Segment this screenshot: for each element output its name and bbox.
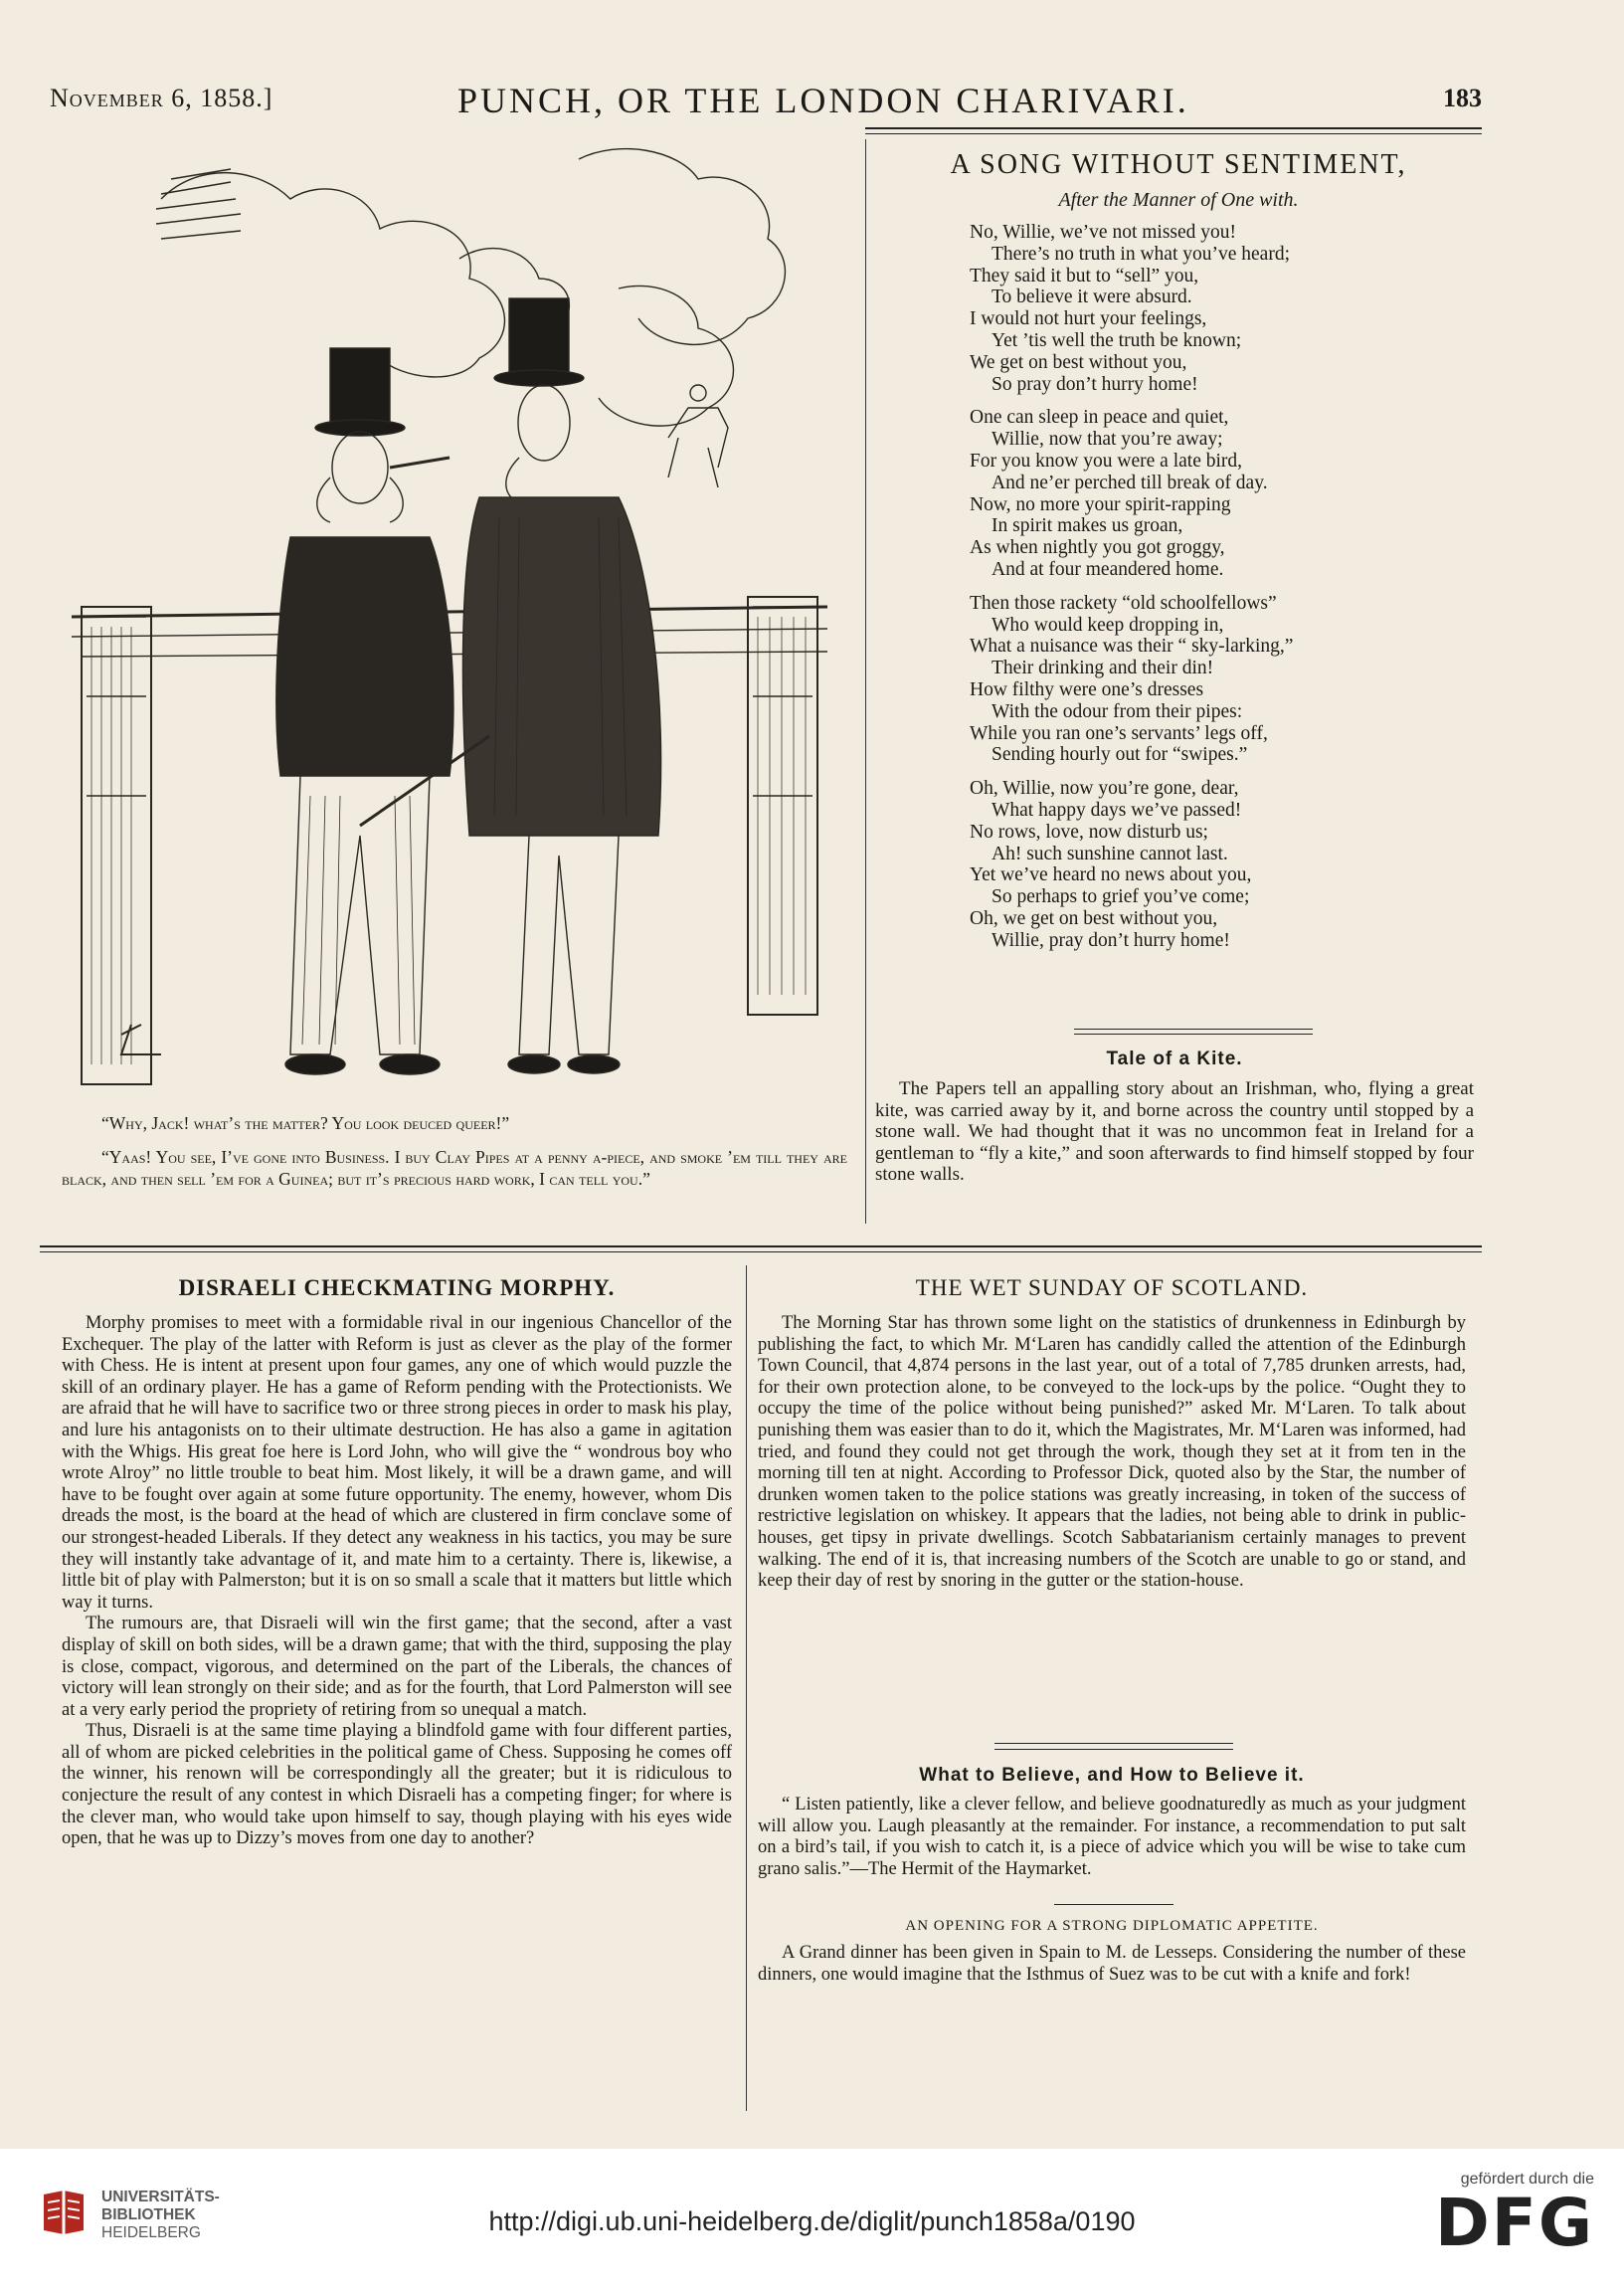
caption-answer: “Yaas! You see, I’ve gone into Business. I buy Clay Pipes at a penny a-piece, and smoke ’em till they are black, and then sell ’em for a Guinea; but it’s precious hard work, I can tell you.”	[62, 1147, 847, 1189]
diplomatic-text	[758, 1943, 1466, 1986]
kite-title: Tale of a Kite.	[1106, 1049, 1243, 1069]
poem-line: Sending hourly out for “swipes.”	[992, 744, 1248, 766]
wet-sunday-article	[758, 1275, 1466, 1593]
wet-sunday-paragraph: The Morning Star has thrown some light on the statistics of drunkenness in Edinburgh by publishing the fact, to which Mr. M‘Laren has candidly called the attention of the Edinburgh Town Council, that 4,874 persons in the last year, out of a total of 7,785 drunken arrests, had, for their own protection alone, to be conveyed to the lock-ups by the police. “Ought they to occupy the time of the police without being punished?” asked Mr. M‘Laren. To talk about punishing them was easier than to do it, which the Magistrates, Mr. M‘Laren was informed, had tried, and found they could not get through the work, though they set at it from ten in the morning till ten at night. According to Professor Dick, quoted also by the Star, the number of drunken women taken to the police stations was greatly increasing, in token of the success of restrictive legislation on whiskey. It appears that the ladies, not being able to drink in public-houses, get tipsy in private dwellings. Scotch Sabbatarianism certainly manages to prevent walking. The end of it is, that increasing numbers of the Scotch are unable to go or stand, and keep their day of rest by snoring in the gutter or the station-house.	[758, 1313, 1466, 1592]
kite-paragraph: The Papers tell an appalling story about an Irishman, who, flying a great kite, was carried away by it, and borne across the country until stopped by a stone wall. We had thought that it was no uncommon feat in Ireland for a gentleman to “fly a kite,” and soon afterwards to find himself stopped by four stone walls.	[875, 1078, 1474, 1185]
poem-line: In spirit makes us groan,	[992, 515, 1183, 537]
disraeli-text	[62, 1313, 732, 1850]
funded-by-label: gefördert durch die	[1460, 2171, 1594, 2188]
library-line: HEIDELBERG	[101, 2224, 201, 2241]
cartoon-caption	[62, 1112, 847, 1190]
poem-line: Willie, pray don’t hurry home!	[992, 929, 1230, 951]
poem-line: So perhaps to grief you’ve come;	[992, 886, 1250, 908]
diplomatic-title: AN OPENING FOR A STRONG DIPLOMATIC APPETITE.	[905, 1918, 1319, 1934]
diplomatic-article	[758, 1918, 1466, 1986]
poem-line: They said it but to “sell” you,	[970, 265, 1199, 286]
poem-line: Ah! such sunshine cannot last.	[992, 843, 1228, 864]
poem-line: Their drinking and their din!	[992, 658, 1214, 679]
disraeli-paragraph-2: The rumours are, that Disraeli will win the first game; that the second, after a vast display of skill on both sides, will be a drawn game; that with the third, supposing the play is close, compact, vigorous, and determined on the part of the Liberals, the chances of victory will lean strongly on their side; and as for the fourth, that Lord Palmerston will see at a very early period the propriety of retiring from so unequal a match.	[62, 1614, 732, 1720]
issue-date: November 6, 1858.]	[50, 84, 273, 112]
poem-line: So pray don’t hurry home!	[992, 373, 1198, 395]
kite-article	[875, 1049, 1474, 1186]
header-rule-thin	[865, 133, 1482, 134]
source-url-link[interactable]: http://digi.ub.uni-heidelberg.de/diglit/punch1858a/0190	[488, 2206, 1136, 2236]
poem-line: Then those rackety “old schoolfellows”	[970, 592, 1277, 614]
disraeli-paragraph-3: Thus, Disraeli is at the same time playing a blindfold game with four different parties, all of whom are picked celebrities in the political game of Chess. Supposing he comes off the winner, his renown will be correspondingly all the greater; but it is ridiculous to conjecture the result of any contest in which Disraeli has a competing finger; for where is the clever man, who would take upon himself to say, though playing with his eyes wide open, that he was up to Dizzy’s moves from one day to another?	[62, 1721, 732, 1849]
disraeli-title: DISRAELI CHECKMATING MORPHY.	[178, 1275, 616, 1300]
believe-title: What to Believe, and How to Believe it.	[919, 1765, 1305, 1786]
poem-line: There’s no truth in what you’ve heard;	[992, 243, 1290, 265]
stanza-1	[970, 222, 1482, 395]
digitization-footer	[0, 2149, 1624, 2290]
poem-line: No, Willie, we’ve not missed you!	[970, 222, 1237, 243]
poem-line: Who would keep dropping in,	[992, 614, 1224, 636]
believe-paragraph: “ Listen patiently, like a clever fellow, and believe goodnaturedly as much as your judgment will allow you. Laugh pleasantly at the remainder. For instance, a recommendation to put salt on a bird’s tail, if you wish to catch it, is a piece of advice which you will be wise to take cum grano salis.”—The Hermit of the Haymarket.	[758, 1795, 1466, 1879]
poem-line: How filthy were one’s dresses	[970, 678, 1204, 700]
poem-line: I would not hurt your feelings,	[970, 308, 1207, 330]
dfg-logo-block[interactable]	[1434, 2171, 1594, 2261]
believe-article	[758, 1765, 1466, 1880]
poem-line: With the odour from their pipes:	[992, 700, 1243, 722]
column-rule-bottom	[746, 1265, 747, 2111]
stanza-4	[970, 778, 1482, 951]
song-poem	[875, 222, 1482, 952]
poem-line: Oh, Willie, now you’re gone, dear,	[970, 778, 1239, 800]
poem-line: To believe it were absurd.	[992, 286, 1192, 308]
header-rule	[865, 127, 1482, 129]
poem-line: And at four meandered home.	[992, 558, 1224, 580]
page-number: 183	[1443, 84, 1482, 112]
stanza-2	[970, 407, 1482, 580]
page-header	[40, 80, 1482, 123]
poem-line: What a nuisance was their “ sky-larking,”	[970, 636, 1294, 658]
section-rule	[994, 1749, 1233, 1750]
believe-text	[758, 1795, 1466, 1880]
section-rule	[1074, 1029, 1313, 1030]
disraeli-paragraph-1: Morphy promises to meet with a formidable rival in our ingenious Chancellor of the Exchequer. The play of the latter with Reform is just as clever as the play of the former with Chess. He is intent at present upon four games, any one of which would puzzle the skill of an ordinary player. He has a game of Reform pending with the Protectionists. We are afraid that he will have to sacrifice two or three strong pieces in order to mask his play, and lure his antagonists on to their ultimate destruction. He has also a game in agitation with the Whigs. His great foe here is Lord John, who will give the “ wondrous boy who wrote Alroy” no little trouble to beat him. Most likely, it will be a drawn game, and will have to be fought over again at some future opportunity. The enemy, however, whom Dis dreads the most, is the board at the head of which are clustered in firm conclave some of our strongest-headed Liberals. If they detect any weakness in his tactics, you may be sure they will instantly take advantage of it, and mate him to a certainty. There is, likewise, a little bit of play with Palmerston; but it is on so small a scale that it matters but little which way it turns.	[62, 1313, 732, 1613]
poem-line: Now, no more your spirit-rapping	[970, 493, 1231, 515]
poem-line: Willie, now that you’re away;	[992, 429, 1223, 451]
poem-line: And ne’er perched till break of day.	[992, 472, 1268, 493]
mid-rule-thin	[40, 1251, 1482, 1252]
masthead: PUNCH, OR THE LONDON CHARIVARI.	[457, 81, 1189, 120]
poem-line: Yet ’tis well the truth be known;	[992, 329, 1242, 351]
disraeli-article	[62, 1275, 732, 1850]
poem-line: Oh, we get on best without you,	[970, 907, 1218, 929]
poem-line: Yet we’ve heard no news about you,	[970, 864, 1252, 886]
dfg-logo: DFG	[1434, 2185, 1594, 2261]
stanza-3	[970, 593, 1482, 766]
wet-sunday-title: THE WET SUNDAY OF SCOTLAND.	[915, 1275, 1309, 1300]
library-line: BIBLIOTHEK	[101, 2206, 196, 2223]
library-line: UNIVERSITÄTS-	[101, 2189, 220, 2205]
song-subtitle: After the Manner of One with.	[1058, 189, 1299, 211]
column-rule-top	[865, 139, 866, 1224]
kite-text	[875, 1078, 1474, 1186]
poem-line: We get on best without you,	[970, 351, 1187, 373]
section-rule	[1054, 1904, 1173, 1905]
poem-line: As when nightly you got groggy,	[970, 537, 1225, 559]
section-rule	[994, 1743, 1233, 1744]
wet-sunday-text	[758, 1313, 1466, 1593]
song-title: A SONG WITHOUT SENTIMENT,	[950, 149, 1407, 180]
poem-line: One can sleep in peace and quiet,	[970, 407, 1229, 429]
section-rule	[1074, 1034, 1313, 1035]
poem-line: For you know you were a late bird,	[970, 450, 1243, 472]
song-article	[875, 149, 1482, 964]
cartoon-illustration	[62, 139, 847, 1104]
diplomatic-paragraph: A Grand dinner has been given in Spain to M. de Lesseps. Considering the number of these dinners, one would imagine that the Isthmus of Suez was to be cut with a knife and fork!	[758, 1943, 1466, 1985]
poem-line: While you ran one’s servants’ legs off,	[970, 722, 1268, 744]
poem-line: No rows, love, now disturb us;	[970, 821, 1208, 843]
poem-line: What happy days we’ve passed!	[992, 799, 1242, 821]
mid-rule	[40, 1245, 1482, 1247]
caption-question: “Why, Jack! what’s the matter? You look deuced queer!”	[101, 1113, 510, 1133]
cartoon-drawing	[62, 139, 847, 1104]
